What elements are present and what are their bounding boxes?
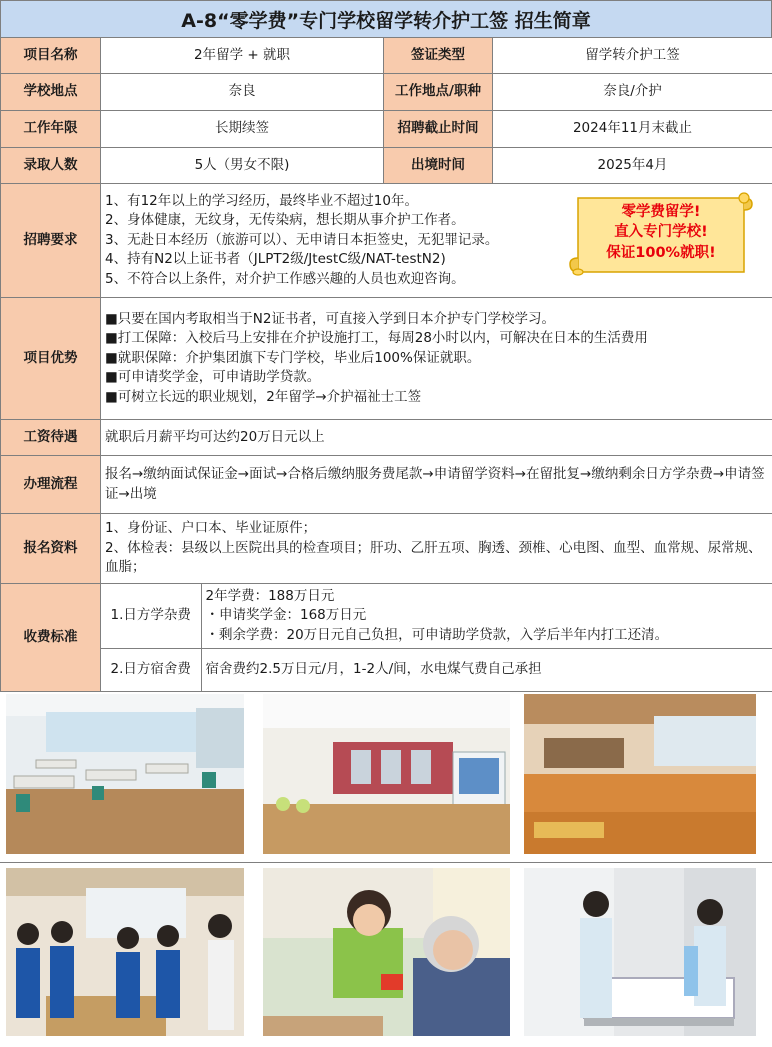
advantage-item: ■可树立长远的职业规划，2年留学→介护福祉士工签 (105, 388, 422, 405)
info-table (0, 37, 772, 692)
banner-text (568, 202, 754, 263)
label-work-period: 工作年限 (1, 111, 101, 148)
label-requirements: 招聘要求 (1, 184, 101, 298)
hallway-photo (263, 694, 510, 854)
label-advantages: 项目优势 (1, 298, 101, 420)
row-location (1, 74, 772, 111)
row-process (1, 456, 772, 514)
row-salary (1, 420, 772, 456)
value-process: 报名→缴纳面试保证金→面试→合格后缴纳服务费尾款→申请留学资料→在留批复→缴纳剩余日方学杂费→申请签证→出境 (101, 456, 772, 514)
value-school-location: 奈良 (101, 74, 384, 111)
tuition-item: ・剩余学费：20万日元自己负担，可申请助学贷款，入学后半年内打工还清。 (205, 626, 669, 643)
tuition-item: 2年学费：188万日元 (205, 587, 335, 604)
elderly-care-photo (263, 868, 510, 1036)
document-item: 1、身份证、户口本、毕业证原件； (105, 520, 317, 537)
requirement-item: 4、持有N2以上证书者（JLPT2级/JtestC级/NAT-testN2) (105, 251, 446, 268)
bed-care-photo (524, 868, 756, 1036)
label-school-location: 学校地点 (1, 74, 101, 111)
document-item: 2、体检表：县级以上医院出具的检查项目；肝功、乙肝五项、胸透、颈椎、心电图、血型、血常规、尿常规、血脂； (105, 539, 762, 576)
label-dorm: 2.日方宿舍费 (101, 649, 201, 691)
row-project (1, 38, 772, 74)
value-dorm: 宿舍费约2.5万日元/月，1-2人/间，水电煤气费自己承担 (205, 661, 542, 678)
requirement-item: 3、无赴日本经历（旅游可以）、无申请日本拒签史，无犯罪记录。 (105, 231, 499, 248)
label-salary: 工资待遇 (1, 420, 101, 456)
tuition-details (201, 584, 772, 648)
students-photo (6, 868, 244, 1036)
requirement-item: 1、有12年以上的学习经历，最终毕业不超过10年。 (105, 192, 418, 209)
page-title: A-8“零学费”专门学校留学转介护工签 招生简章 (0, 0, 772, 38)
row-period (1, 111, 772, 148)
label-fees: 收费标准 (1, 584, 101, 692)
value-project-name: 2年留学 + 就职 (101, 38, 384, 74)
advantage-item: ■可申请奖学金，可申请助学贷款。 (105, 369, 321, 386)
row-advantages (1, 298, 772, 420)
value-visa-type: 留学转介护工签 (493, 38, 772, 74)
banner-line: 直入专门学校! (614, 224, 708, 241)
label-process: 办理流程 (1, 456, 101, 514)
fees-tuition-inner (101, 584, 772, 648)
requirement-item: 2、身体健康，无纹身，无传染病，想长期从事介护工作者。 (105, 212, 465, 229)
photo-row-facilities (0, 694, 772, 866)
photo-gallery (0, 688, 772, 1047)
banner-line: 零学费留学! (621, 204, 701, 220)
fees-dorm-inner (101, 649, 772, 691)
label-documents: 报名资料 (1, 514, 101, 584)
fees-dorm-cell (101, 649, 772, 692)
label-tuition: 1.日方学杂费 (101, 584, 201, 648)
tuition-item: ・申请奖学金：168万日元 (205, 607, 367, 624)
advantage-item: ■只要在国内考取相当于N2证书者，可直接入学到日本介护专门学校学习。 (105, 310, 555, 327)
gym-photo (524, 694, 756, 854)
label-project-name: 项目名称 (1, 38, 101, 74)
label-departure: 出境时间 (384, 148, 493, 184)
label-deadline: 招聘截止时间 (384, 111, 493, 148)
fees-tuition-cell (101, 584, 772, 649)
banner-line: 保证100%就职! (606, 244, 716, 261)
photo-divider (0, 862, 772, 863)
advantage-item: ■就职保障：介护集团旗下专门学校，毕业后100%保证就职。 (105, 349, 481, 366)
photo-row-care (0, 868, 772, 1040)
classroom-photo (6, 694, 244, 854)
row-enrollment (1, 148, 772, 184)
documents-cell (101, 514, 772, 584)
value-enrollment: 5人（男女不限) (101, 148, 384, 184)
requirement-item: 5、不符合以上条件，对介护工作感兴趣的人员也欢迎咨询。 (105, 270, 465, 287)
value-salary: 就职后月薪平均可达约20万日元以上 (101, 420, 772, 456)
row-documents (1, 514, 772, 584)
advantage-item: ■打工保障：入校后马上安排在介护设施打工，每周28小时以内，可解决在日本的生活费用 (105, 330, 648, 347)
advantages-cell (101, 298, 772, 420)
label-work-location: 工作地点/职种 (384, 74, 493, 111)
value-deadline: 2024年11月末截止 (493, 111, 772, 148)
row-fees-dorm (1, 649, 772, 692)
value-work-period: 长期续签 (101, 111, 384, 148)
promo-scroll-banner (568, 192, 754, 276)
row-fees-tuition (1, 584, 772, 649)
requirements-cell (101, 184, 772, 298)
row-requirements (1, 184, 772, 298)
value-departure: 2025年4月 (493, 148, 772, 184)
label-enrollment: 录取人数 (1, 148, 101, 184)
value-work-location: 奈良/介护 (493, 74, 772, 111)
label-visa-type: 签证类型 (384, 38, 493, 74)
